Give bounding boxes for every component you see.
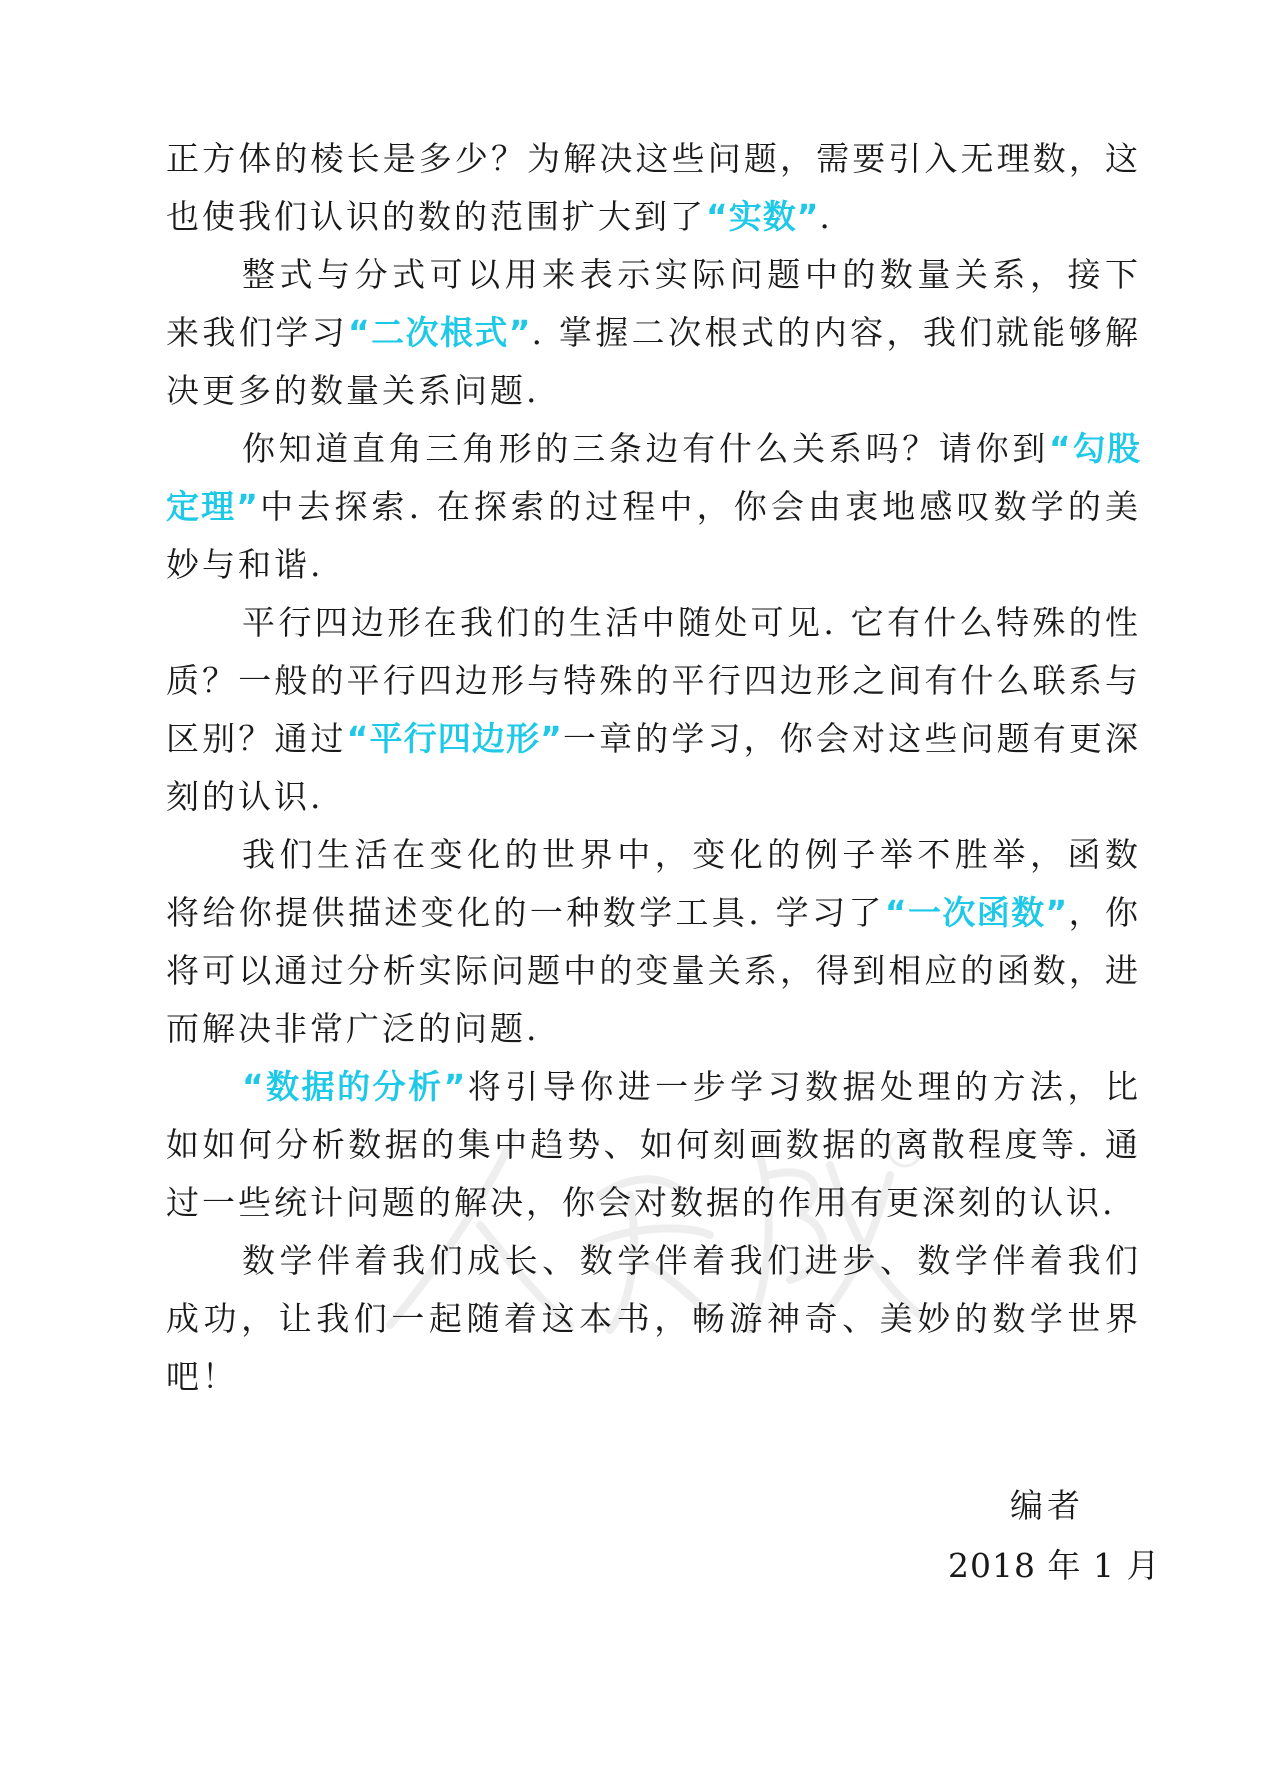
- paragraph-text: 平行四边形在我们的生活中随处可见. 它有什么特殊的性质？一般的平行四边形与特殊的平行四边形之间有什么联系与区别？通过: [166, 603, 1141, 758]
- publication-date: 2018 年 1 月: [948, 1546, 1161, 1585]
- paragraph-text: 数学伴着我们成长、数学伴着我们进步、数学伴着我们成功，让我们一起随着这本书，畅游神奇、美妙的数学世界吧！: [166, 1241, 1141, 1396]
- paragraph: [166, 826, 1141, 1058]
- paragraph: [166, 420, 1141, 594]
- paragraph-text: 一章的学习，你会对这些问题有更深刻的认识.: [166, 719, 1141, 816]
- paragraph: [166, 1058, 1141, 1232]
- paragraph-text: . 掌握二次根式的内容，我们就能够解决更多的数量关系问题.: [166, 313, 1141, 410]
- paragraph: [166, 1232, 1141, 1406]
- paragraph-text: 你知道直角三角形的三条边有什么关系吗？请你到: [242, 429, 1049, 468]
- chapter-title-highlight: “平行四边形”: [346, 719, 563, 758]
- paragraph: [166, 246, 1141, 420]
- paragraph-text: .: [819, 197, 833, 236]
- chapter-title-highlight: “勾股定理”: [166, 429, 1141, 526]
- chapter-title-highlight: “数据的分析”: [242, 1067, 467, 1106]
- paragraph-text: 正方体的棱长是多少？为解决这些问题，需要引入无理数，这也使我们认识的数的范围扩大到了: [166, 139, 1141, 236]
- chapter-title-highlight: “实数”: [706, 197, 820, 236]
- author-signature: 编者: [1010, 1486, 1084, 1525]
- paragraph: [166, 130, 1141, 246]
- body-text: [166, 130, 1141, 1406]
- paragraph: [166, 594, 1141, 826]
- chapter-title-highlight: “二次根式”: [348, 313, 532, 352]
- paragraph-text: 我们生活在变化的世界中，变化的例子举不胜举，函数将给你提供描述变化的一种数学工具. 学习了: [166, 835, 1141, 932]
- paragraph-text: 中去探索. 在探索的过程中，你会由衷地感叹数学的美妙与和谐.: [166, 487, 1141, 584]
- paragraph-text: 将引导你进一步学习数据处理的方法，比如如何分析数据的集中趋势、如何刻画数据的离散程度等. 通过一些统计问题的解决，你会对数据的作用有更深刻的认识.: [166, 1067, 1141, 1222]
- chapter-title-highlight: “一次函数”: [884, 893, 1069, 932]
- paragraph-text: 整式与分式可以用来表示实际问题中的数量关系，接下来我们学习: [166, 255, 1141, 352]
- paragraph-text: ，你将可以通过分析实际问题中的变量关系，得到相应的函数，进而解决非常广泛的问题.: [166, 893, 1142, 1048]
